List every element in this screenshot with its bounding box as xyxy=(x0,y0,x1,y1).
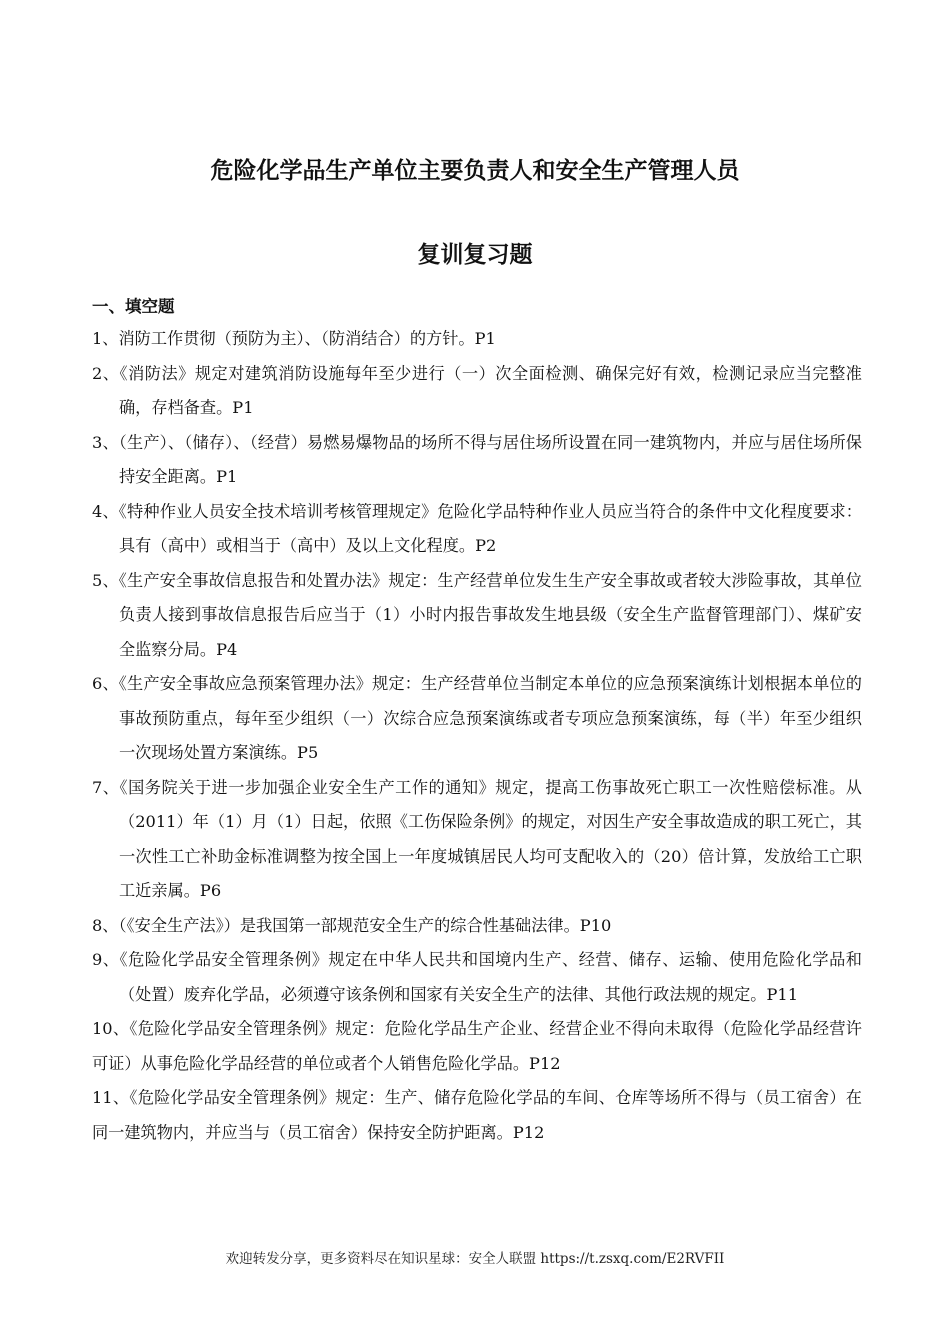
question-item-5: 5、《生产安全事故信息报告和处置办法》规定：生产经营单位发生生产安全事故或者较大涉险事故，其单位负责人接到事故信息报告后应当于（1）小时内报告事故发生地县级（安全生产监督管理部门）、煤矿安全监察分局。P4 xyxy=(92,570,862,659)
section-heading: 一、填空题 xyxy=(92,297,175,316)
question-item-3: 3、（生产）、（储存）、（经营）易燃易爆物品的场所不得与居住场所设置在同一建筑物内，并应与居住场所保持安全距离。P1 xyxy=(92,432,862,486)
document-title-line-2: 复训复习题 xyxy=(417,242,533,268)
page-footer: 欢迎转发分享，更多资料尽在知识星球：安全人联盟 https://t.zsxq.com/E2RVFII xyxy=(225,1251,725,1267)
question-item-2: 2、《消防法》规定对建筑消防设施每年至少进行（一）次全面检测、确保完好有效，检测记录应当完整准确，存档备查。P1 xyxy=(92,363,862,417)
question-item-4: 4、《特种作业人员安全技术培训考核管理规定》危险化学品特种作业人员应当符合的条件中文化程度要求：具有（高中）或相当于（高中）及以上文化程度。P2 xyxy=(92,501,862,555)
document-title-line-1: 危险化学品生产单位主要负责人和安全生产管理人员 xyxy=(210,158,740,184)
question-item-8: 8、（《安全生产法》）是我国第一部规范安全生产的综合性基础法律。P10 xyxy=(92,915,612,935)
question-item-11: 11、《危险化学品安全管理条例》规定：生产、储存危险化学品的车间、仓库等场所不得与（员工宿舍）在同一建筑物内，并应当与（员工宿舍）保持安全防护距离。P12 xyxy=(92,1088,862,1142)
question-item-7: 7、《国务院关于进一步加强企业安全生产工作的通知》规定，提高工伤事故死亡职工一次性赔偿标准。从（2011）年（1）月（1）日起，依照《工伤保险条例》的规定，对因生产安全事故造成的职工死亡，其一次性工亡补助金标准调整为按全国上一年度城镇居民人均可支配收入的（20）倍计算，发放给工亡职工近亲属。P6 xyxy=(92,777,862,900)
question-item-6: 6、《生产安全事故应急预案管理办法》规定：生产经营单位当制定本单位的应急预案演练计划根据本单位的事故预防重点，每年至少组织（一）次综合应急预案演练或者专项应急预案演练，每（半）年至少组织一次现场处置方案演练。P5 xyxy=(92,674,862,762)
question-item-9: 9、《危险化学品安全管理条例》规定在中华人民共和国境内生产、经营、储存、运输、使用危险化学品和（处置）废弃化学品，必须遵守该条例和国家有关安全生产的法律、其他行政法规的规定。P11 xyxy=(92,950,862,1004)
question-item-10: 10、《危险化学品安全管理条例》规定：危险化学品生产企业、经营企业不得向未取得（危险化学品经营许可证）从事危险化学品经营的单位或者个人销售危险化学品。P12 xyxy=(92,1019,862,1073)
question-item-1: 1、消防工作贯彻（预防为主）、（防消结合）的方针。P1 xyxy=(92,329,496,348)
question-list xyxy=(92,322,862,1150)
